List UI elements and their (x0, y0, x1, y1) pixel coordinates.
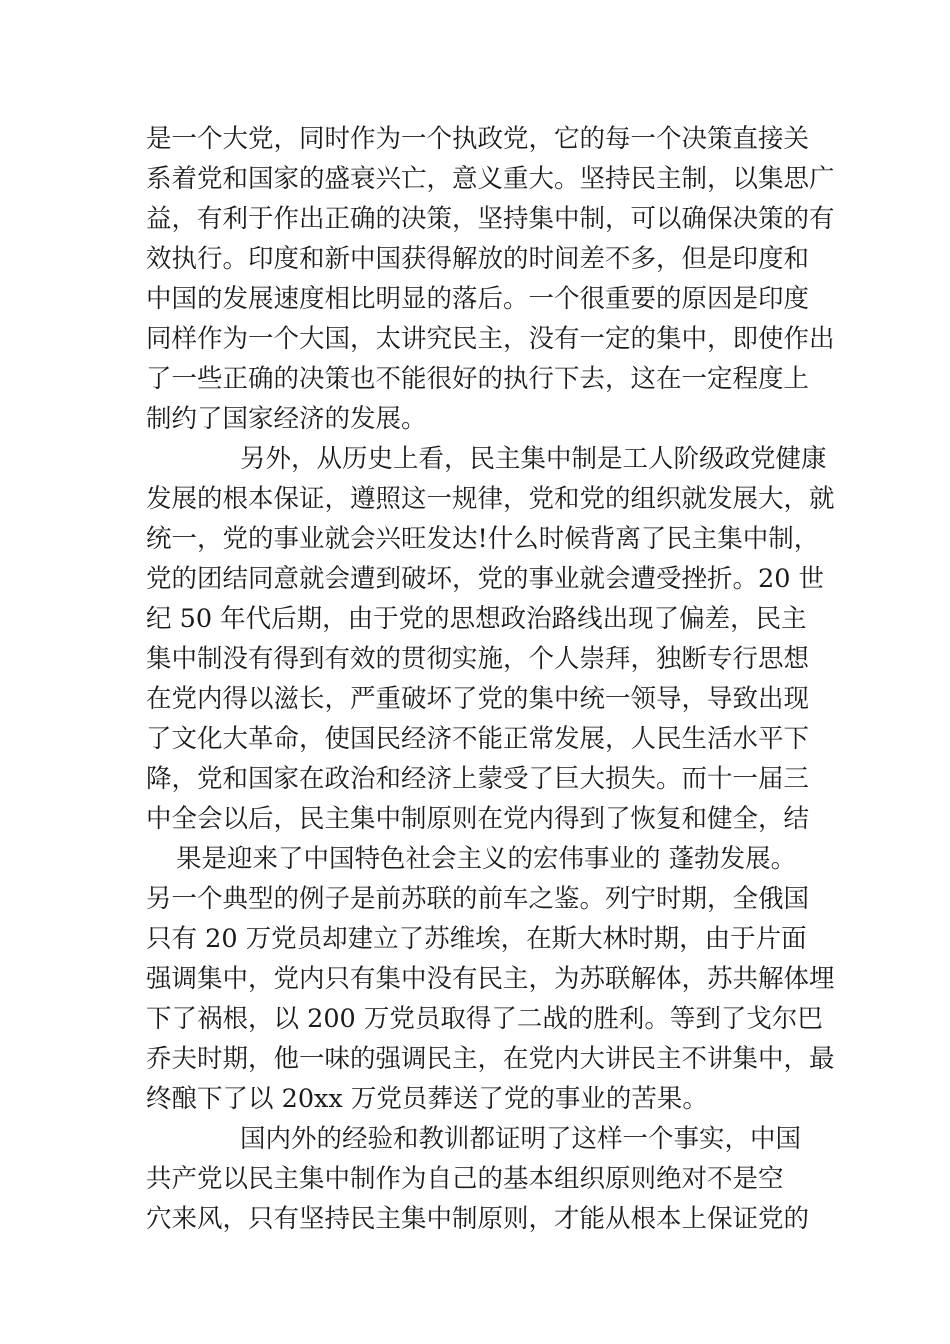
paragraph-first-line: 国内外的经验和教训都证明了这样一个事实，中国 (240, 1124, 802, 1154)
text-line: 制约了国家经济的发展。 (146, 404, 427, 434)
text-line: 中全会以后，民主集中制原则在党内得到了恢复和健全，结 (146, 804, 810, 834)
text-line: 益，有利于作出正确的决策，坚持集中制，可以确保决策的有 (146, 204, 835, 234)
text-line: 集中制没有得到有效的贯彻实施，个人崇拜，独断专行思想 (146, 644, 810, 674)
text-line: 终酿下了以 20xx 万党员葬送了党的事业的苦果。 (146, 1084, 708, 1114)
text-line: 效执行。印度和新中国获得解放的时间差不多，但是印度和 (146, 244, 810, 274)
text-line: 下了祸根，以 200 万党员取得了二战的胜利。等到了戈尔巴 (146, 1004, 823, 1034)
text-line: 在党内得以滋长，严重破坏了党的集中统一领导，导致出现 (146, 684, 810, 714)
text-line: 乔夫时期，他一味的强调民主，在党内大讲民主不讲集中，最 (146, 1044, 835, 1074)
text-line: 纪 50 年代后期，由于党的思想政治路线出现了偏差，民主 (146, 604, 807, 634)
text-line: 另一个典型的例子是前苏联的前车之鉴。列宁时期，全俄国 (146, 884, 810, 914)
text-line: 穴来风，只有坚持民主集中制原则，才能从根本上保证党的 (146, 1204, 810, 1234)
text-line: 了一些正确的决策也不能很好的执行下去，这在一定程度上 (146, 364, 810, 394)
text-line: 中国的发展速度相比明显的落后。一个很重要的原因是印度 (146, 284, 810, 314)
text-line: 果是迎来了中国特色社会主义的宏伟事业的 蓬勃发展。 (176, 844, 797, 874)
text-line: 发展的根本保证，遵照这一规律，党和党的组织就发展大，就 (146, 484, 835, 514)
text-line: 降，党和国家在政治和经济上蒙受了巨大损失。而十一届三 (146, 764, 810, 794)
text-line: 只有 20 万党员却建立了苏维埃，在斯大林时期，由于片面 (146, 924, 807, 954)
paragraph-first-line: 另外，从历史上看，民主集中制是工人阶级政党健康 (240, 444, 827, 474)
text-line: 了文化大革命，使国民经济不能正常发展，人民生活水平下 (146, 724, 810, 754)
text-line: 强调集中，党内只有集中没有民主，为苏联解体，苏共解体埋 (146, 964, 835, 994)
text-line: 统一，党的事业就会兴旺发达!什么时候背离了民主集中制， (146, 524, 820, 554)
text-line: 是一个大党，同时作为一个执政党，它的每一个决策直接关 (146, 124, 810, 154)
text-line: 系着党和国家的盛衰兴亡，意义重大。坚持民主制，以集思广 (146, 164, 835, 194)
text-line: 同样作为一个大国，太讲究民主，没有一定的集中，即使作出 (146, 324, 835, 354)
text-line: 党的团结同意就会遭到破坏，党的事业就会遭受挫折。20 世 (146, 564, 825, 594)
text-line: 共产党以民主集中制作为自己的基本组织原则绝对不是空 (146, 1164, 784, 1194)
